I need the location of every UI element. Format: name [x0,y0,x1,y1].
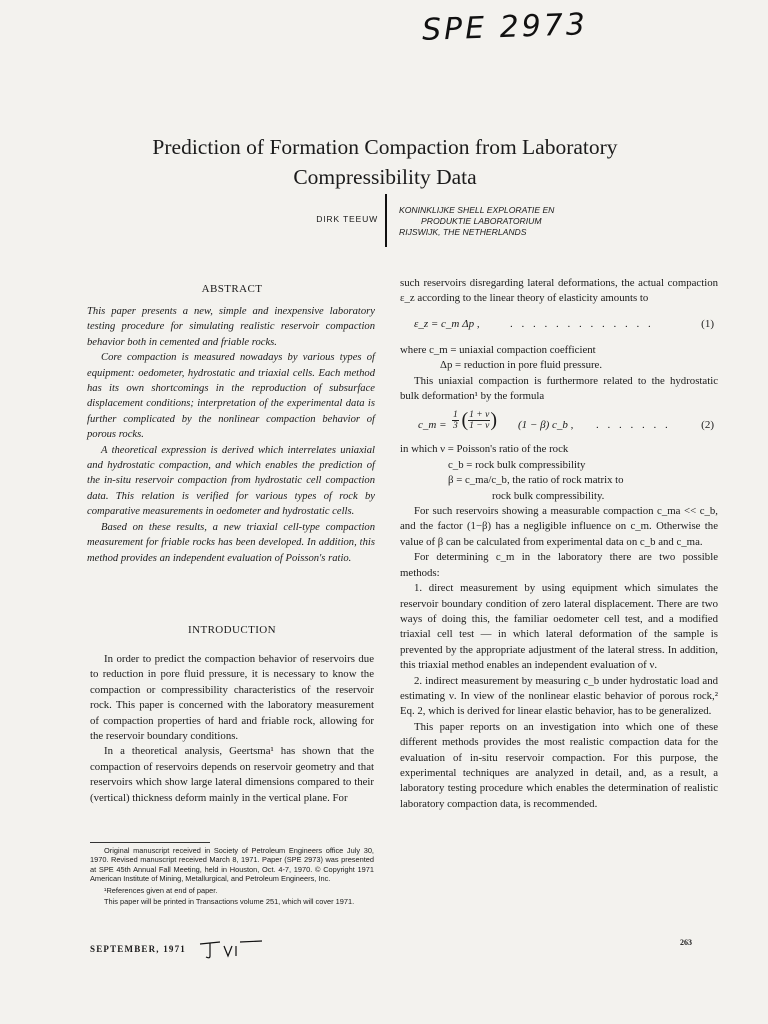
equation-2-fraction: $\frac{1}{3}$ ( $\frac{1 + \nu}{1 - \nu}$ ) [453,409,497,432]
handwritten-paper-id: SPE 2973 [421,7,589,48]
paper-title [90,132,680,192]
footnote-references: ¹References given at end of paper. [104,885,218,895]
equation-leader-dots: . . . . . . . . . . . . . [510,317,654,330]
right-column [400,276,718,812]
definition-line: where c_m = uniaxial compaction coefficient [400,343,596,356]
paragraph: This uniaxial compaction is furthermore related to the hydrostatic bulk deformation¹ by the formula [400,374,718,403]
equation-1-number: (1) [701,317,714,330]
frac2-denominator: 1 − ν [469,421,490,432]
abstract-heading: ABSTRACT [201,283,263,295]
footnote-transactions: This paper will be printed in Transactions volume 251, which will cover 1971. [104,897,355,907]
introduction-body [90,652,374,806]
equation-2 [400,408,718,442]
definition-line: β = c_ma/c_b, the ratio of rock matrix to [448,474,624,487]
introduction-heading: INTRODUCTION [188,624,276,636]
author-name: DIRK TEEUW [316,214,378,224]
title-line-1: Prediction of Formation Compaction from Laboratory [152,135,618,159]
abstract-paragraph: Based on these results, a new triaxial cell-type compaction measurement for friable rocks has been developed. In addition, this method provides an independent evaluation of Poisson's ratio. [87,521,375,564]
equation-2-number: (2) [701,419,714,432]
continuation-paragraph: such reservoirs disregarding lateral deformations, the actual compaction ε_z according to the linear theory of elasticity amounts to [400,277,718,305]
equation-1-definitions [400,343,718,374]
abstract-paragraph: This paper presents a new, simple and inexpensive laboratory testing procedure for simulating realistic reservoir compaction behavior both in cemented and friable rocks. [87,306,375,348]
definition-line: rock bulk compressibility. [492,489,605,502]
frac1-numerator: 1 [453,410,458,421]
paragraph: For determining c_m in the laboratory there are two possible methods: [400,551,718,579]
definition-line: in which ν = Poisson's ratio of the rock [400,443,569,456]
footnote-manuscript: Original manuscript received in Society of Petroleum Engineers office July 30, 1970. Revised manuscript received March 8, 1971. Paper (SPE 2973) was presented at SPE 45th Annual Fall Meeting, held in Houston, Oct. 4-7, 1970. © Copyright 1971 American Institute of Mining, Metallurgical, and Petroleum Engineers, Inc. [90,846,374,884]
affiliation-line-2: PRODUKTIE LABORATORIUM [421,216,542,226]
equation-2-lhs: c_m = [418,419,447,432]
equation-1-expression: ε_z = c_m Δp , [414,317,480,330]
frac1-denominator: 3 [453,421,458,432]
equation-leader-dots: . . . . . . . [596,419,671,432]
equation-2-rhs: (1 − β) c_b , [518,419,574,432]
abstract-body [87,304,375,566]
definition-line: Δp = reduction in pore fluid pressure. [440,359,603,372]
affiliation-line-3: RIJSWIJK, THE NETHERLANDS [399,227,527,237]
author-divider [385,194,387,247]
affiliation-line-1: KONINKLIJKE SHELL EXPLORATIE EN [399,205,555,215]
equation-1 [400,313,718,339]
paragraph: 1. direct measurement by using equipment which simulates the reservoir boundary condition of zero lateral displacement. There are two ways of doing this, the familiar oedometer cell test, and a modified triaxial cell test — in which lateral deformation of the sample is prevented by the appropriate adjustment of the lateral stress. In addition, this triaxial method enables an independent evaluation of ν. [400,582,718,672]
abstract-paragraph: Core compaction is measured nowadays by various types of equipment: oedometer, hydrostatic and triaxial cells. Each method has its own shortcomings in the reproduction of subsurface displacement conditions; interpretation of the experimental data is further complicated by the nonlinear compaction behavior of porous rocks. [87,352,375,441]
footnotes [90,846,374,908]
frac2-numerator: 1 + ν [469,410,490,421]
footer-date: SEPTEMBER, 1971 [90,944,187,954]
intro-paragraph: In a theoretical analysis, Geertsma¹ has shown that the compaction of reservoirs depends on reservoir geometry and that reservoirs which show large lateral dimensions compared to their (vertical) thickness deform mainly in the vertical plane. For [90,745,374,804]
footnote-rule [90,842,210,843]
definition-line: c_b = rock bulk compressibility [448,458,586,471]
handwritten-initials-mark [198,938,268,960]
title-line-2: Compressibility Data [293,165,477,189]
paragraph: 2. indirect measurement by measuring c_b under hydrostatic load and estimating ν. In view of the nonlinear elastic behavior of porous rock,² Eq. 2, which is derived for linear elastic behavior, has to be generalized. [400,674,718,718]
paragraph: This paper reports on an investigation into which one of these different methods provides the most realistic compaction data for the evaluation of in-situ reservoir compaction. For this purpose, the experimental techniques are analyzed in detail, and, as a result, a laboratory testing procedure which enables the determination of realistic laboratory compaction data, is recommended. [400,720,718,810]
abstract-paragraph: A theoretical expression is derived which interrelates uniaxial and hydrostatic compaction, and which enables the prediction of the in-situ reservoir compaction from hydrostatic cell compaction data. This relation is verified for various types of rock by comparative measurements in oedometer and hydrostatic cells. [87,444,375,518]
affiliation [399,205,609,238]
page-number: 263 [680,938,692,947]
paragraph: For such reservoirs showing a measurable compaction c_ma << c_b, and the factor (1−β) has a negligible influence on c_m. Otherwise the value of β can be calculated from experimental data on c_b and c_ma. [400,505,718,548]
intro-paragraph: In order to predict the compaction behavior of reservoirs due to reduction in pore fluid pressure, it is necessary to know the compaction or compressibility characteristics of the reservoir rock. This paper is concerned with the laboratory measurement of compaction properties of hard and friable rock, allowing for the reservoir boundary conditions. [90,653,374,743]
equation-2-definitions [400,442,718,504]
